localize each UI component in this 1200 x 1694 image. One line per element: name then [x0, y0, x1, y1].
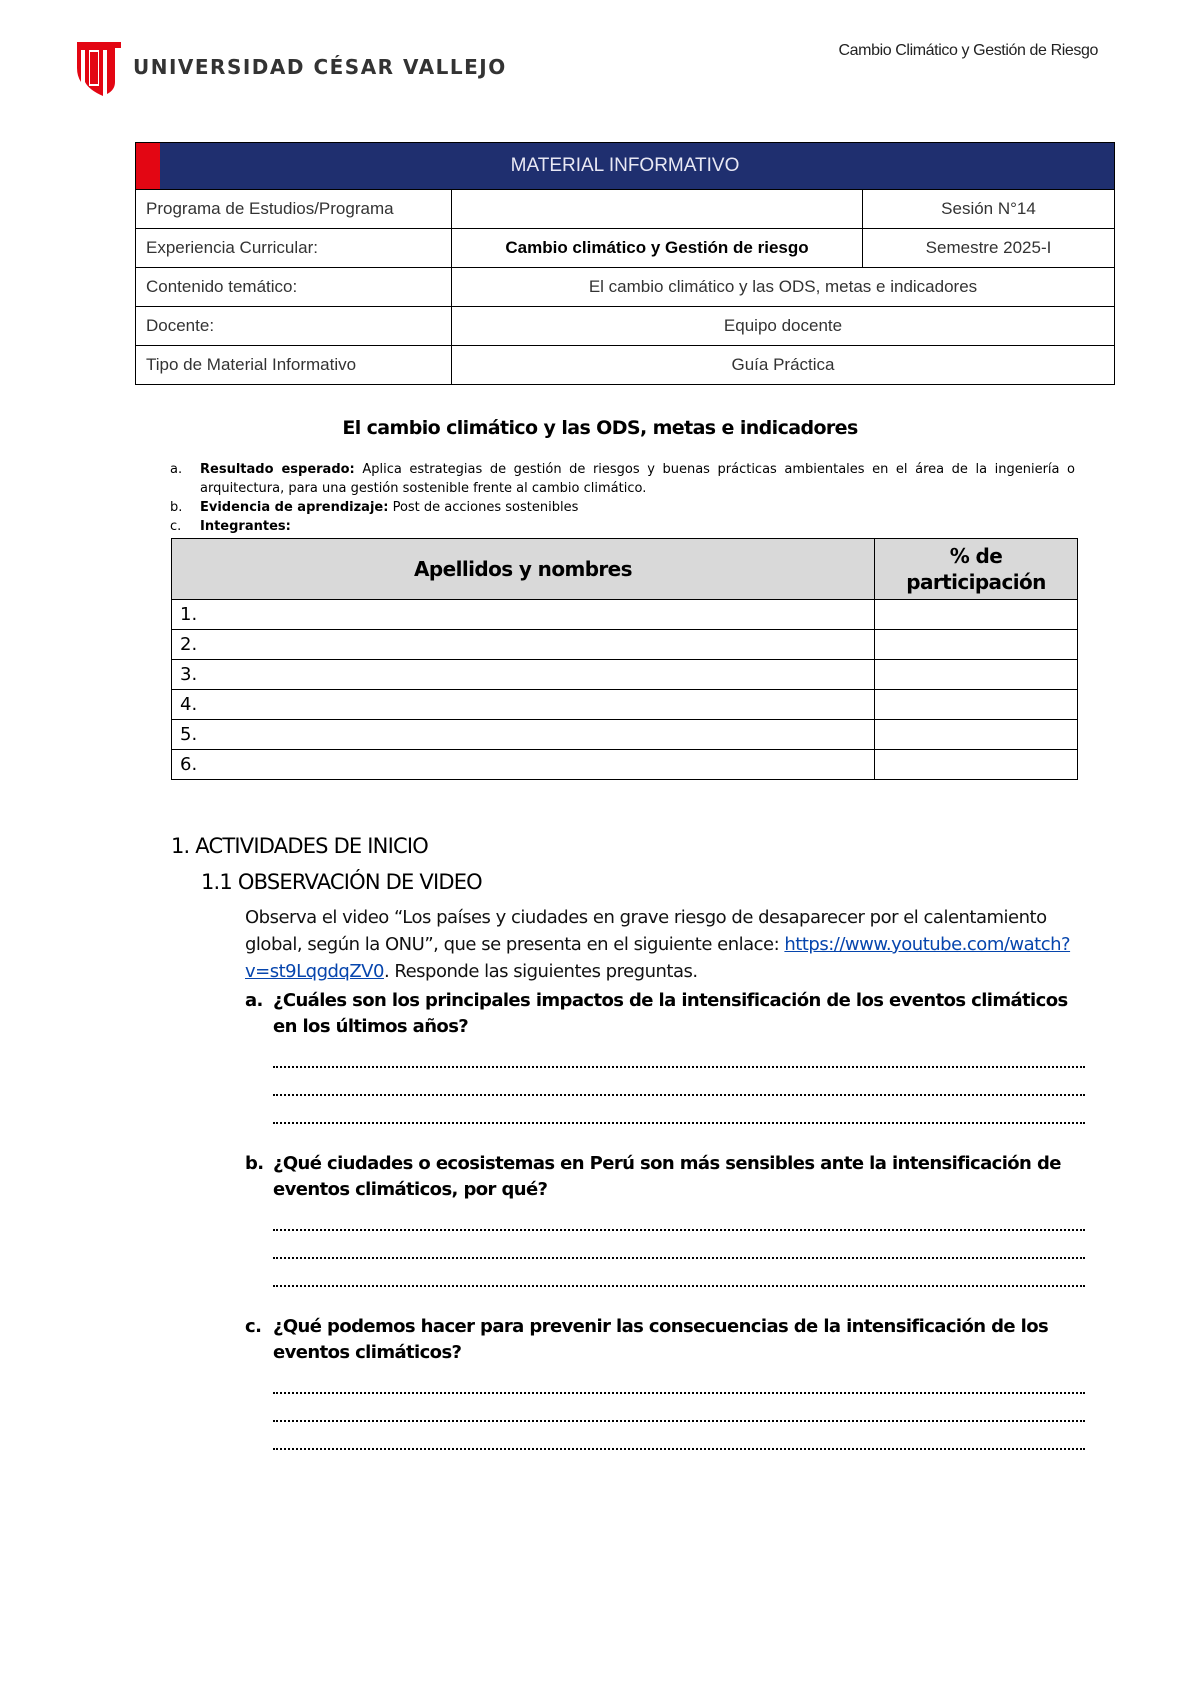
member-pct-cell[interactable]: [875, 690, 1078, 720]
col-header-names: Apellidos y nombres: [172, 539, 875, 600]
member-name-cell[interactable]: 6.: [172, 750, 875, 780]
member-pct-cell[interactable]: [875, 750, 1078, 780]
meta-item-evidencia: b. Evidencia de aprendizaje: Post de acciones sostenibles: [170, 500, 579, 515]
answer-line[interactable]: [273, 1205, 1085, 1231]
table-row: [172, 600, 1078, 630]
table-row: [172, 660, 1078, 690]
answer-line[interactable]: [273, 1396, 1085, 1422]
info-value-blank: [452, 190, 863, 229]
member-name-cell[interactable]: 3.: [172, 660, 875, 690]
answer-line[interactable]: [273, 1261, 1085, 1287]
info-table-heading: MATERIAL INFORMATIVO: [136, 143, 1115, 190]
document-title: El cambio climático y las ODS, metas e indicadores: [342, 417, 858, 439]
table-row: [172, 720, 1078, 750]
info-course: Cambio climático y Gestión de riesgo: [452, 229, 863, 268]
red-accent-bar: [136, 143, 160, 189]
info-semester: Semestre 2025-I: [863, 229, 1115, 268]
table-row: [172, 690, 1078, 720]
member-pct-cell[interactable]: [875, 600, 1078, 630]
member-name-cell[interactable]: 4.: [172, 690, 875, 720]
info-topic: El cambio climático y las ODS, metas e indicadores: [452, 268, 1115, 307]
video-link[interactable]: https://www.youtube.com/watch?v=st9LqgdqZV0: [245, 934, 1071, 982]
university-name: UNIVERSIDAD CÉSAR VALLEJO: [133, 55, 507, 79]
table-row: [172, 630, 1078, 660]
section-heading: 1. ACTIVIDADES DE INICIO: [171, 834, 428, 858]
col-header-participation: % de participación: [875, 539, 1078, 600]
info-row-tipo: [136, 346, 1115, 385]
answer-line[interactable]: [273, 1070, 1085, 1096]
member-pct-cell[interactable]: [875, 720, 1078, 750]
ucv-shield-icon: [75, 38, 123, 96]
info-material-type: Guía Práctica: [452, 346, 1115, 385]
member-name-cell[interactable]: 2.: [172, 630, 875, 660]
activity-intro: Observa el video “Los países y ciudades en grave riesgo de desaparecer por el calentamiento global, según la ONU”, que se presenta en el siguiente enlace: https://www.youtube.com/watch?v=st9LqgdqZV0. Responde las siguientes preguntas.: [245, 907, 1071, 982]
meta-item-integrantes: c. Integrantes:: [170, 519, 291, 534]
info-row-experiencia: [136, 229, 1115, 268]
member-pct-cell[interactable]: [875, 630, 1078, 660]
meta-list: [170, 460, 1075, 536]
answer-line[interactable]: [273, 1424, 1085, 1450]
answer-line[interactable]: [273, 1368, 1085, 1394]
info-label: Contenido temático:: [136, 268, 452, 307]
info-row-docente: [136, 307, 1115, 346]
question-b: b. ¿Qué ciudades o ecosistemas en Perú son más sensibles ante la intensificación de eventos climáticos, por qué?: [245, 1151, 1085, 1287]
info-label: Docente:: [136, 307, 452, 346]
question-a: a. ¿Cuáles son los principales impactos de la intensificación de los eventos climáticos en los últimos años?: [245, 988, 1085, 1124]
running-title: Cambio Climático y Gestión de Riesgo: [838, 42, 1098, 59]
info-label: Tipo de Material Informativo: [136, 346, 452, 385]
subsection-heading: 1.1 OBSERVACIÓN DE VIDEO: [201, 870, 482, 894]
info-session: Sesión N°14: [863, 190, 1115, 229]
member-pct-cell[interactable]: [875, 660, 1078, 690]
meta-item-resultado: a. Resultado esperado: Aplica estrategias de gestión de riesgos y buenas prácticas ambientales en el área de la ingeniería o arquitectura, para una gestión sostenible frente al cambio climático.: [170, 462, 1076, 496]
question-c: c. ¿Qué podemos hacer para prevenir las consecuencias de la intensificación de los eventos climáticos?: [245, 1314, 1085, 1450]
info-table: [135, 142, 1115, 385]
answer-line[interactable]: [273, 1042, 1085, 1068]
table-row: [172, 750, 1078, 780]
info-label: Experiencia Curricular:: [136, 229, 452, 268]
university-logo: [75, 38, 507, 96]
member-name-cell[interactable]: 1.: [172, 600, 875, 630]
info-row-programa: [136, 190, 1115, 229]
info-teacher: Equipo docente: [452, 307, 1115, 346]
answer-line[interactable]: [273, 1233, 1085, 1259]
info-label: Programa de Estudios/Programa: [136, 190, 452, 229]
answer-line[interactable]: [273, 1098, 1085, 1124]
members-table: [171, 538, 1078, 780]
info-row-contenido: [136, 268, 1115, 307]
member-name-cell[interactable]: 5.: [172, 720, 875, 750]
